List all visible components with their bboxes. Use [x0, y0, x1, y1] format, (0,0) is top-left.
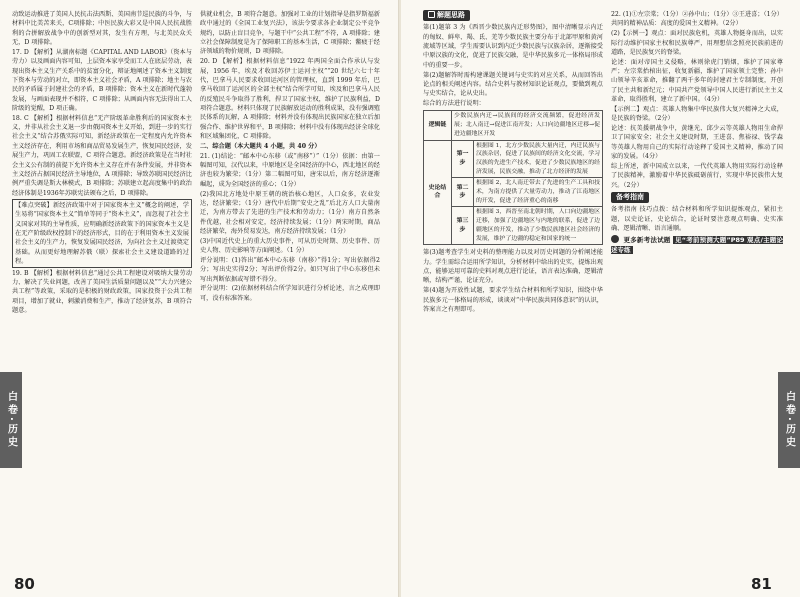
solution-badge-label: 解题思路 — [437, 11, 465, 19]
answer-17: 17. D 【解析】从湖南标题《CAPITAL AND LABOR》（资本与劳力）以及画面内容可知，上层资本家享受而工人在底层劳动，表现出资本主义生产关系中的贫富分化，辩证地阐述了资本主义制度下资本与劳动的对立，即资本主义社会矛盾，A 项排除；地主与农民的矛盾属于封建社会的矛盾，B 项排除；资本主义在新时代蓬勃发展，与画面表现并不相符，C 项排除；从画面内容无法得出工人阶级的觉醒，D 项正确。 — [12, 48, 192, 112]
step-label: 第三步 — [452, 207, 474, 245]
step-label: 第二步 — [452, 178, 474, 207]
more-questions-link[interactable] — [611, 235, 783, 255]
reasoning-table — [423, 110, 603, 245]
solution-outro-1: 第(3)题考查学生对史料的整理能力以及对历史问题的分析阐述能力。学生需综合运用所学知识，分析材料中给出的史实，提炼出观点，能够运用可靠的史料对观点进行论证，语言表达准确，逻辑清晰，结构严谨，论证充分。 — [423, 249, 603, 285]
logic-chain-header: 逻辑链 — [424, 111, 452, 140]
history-argument-label: 史论结合 — [424, 140, 452, 245]
more-questions-label: 更多新考法试题 — [623, 236, 671, 245]
answer-22-part1: 22. (1)①左宗棠；（1分）②孙中山；（1分）③王进喜；（1分）共同的精神品质：高度的爱国主义精神。（2分） — [611, 11, 783, 28]
section-heading-comprehensive: 二、综合题（本大题共 4 小题，共 40 分） — [200, 142, 321, 150]
right-page — [401, 0, 800, 597]
left-page-number: 80 — [14, 575, 35, 593]
solution-intro-1: 第(1)题第 3 为《西晋少数民族内迁形势图》，图中清晰显示内迁的匈奴、鲜卑、羯、氐、羌等少数民族主要分布于北部甲原和黄河流域等区域，学生需要认识到内迁少数民族与汉族杂居，逐渐接受中原汉族的文化，促进了民族交融，是中华民族多元一体格局形成中的重要一步。 — [423, 24, 603, 69]
exam-guide-text: 备考指南 技巧点拨：结合材料和所学知识提炼观点，紧扣主题，以史论证，史论结合，论证时要注意观点明确、史实准确、逻辑清晰、语言通顺。 — [611, 206, 783, 233]
solution-badge — [423, 10, 470, 21]
scoring-note-1: 评分说明：(1)答出“邮本中心东移（南移）”得1分；写出依据得2分；写出史实得2分；写出评价得2分。如只写出了中心东移但未写出判断依据或写错不得分。 — [200, 256, 380, 283]
step-text: 根据图 1，北方少数民族大量内迁，内迁民族与汉族杂居，促进了民族间的经济文化交流，学习汉族的先进生产技术，促进了少数民族地区的经济发展，民族交融，推动了北方经济的发展 — [474, 140, 603, 178]
answer-21-part2: (2)我国北方地处中原王朝的统治核心地区，人口众多，农业发达，经济繁荣；（1分）唐代中后期“安史之乱”后北方人口大量南迁，为南方带去了先进的生产技术和劳动力；（1分）南方自然条件优越，社会相对安定，经济持续发展；（1分）两宋时期，商品经济繁荣，海外贸易发达，南方经济持续发展；（1分） — [200, 190, 380, 235]
exam-guide-badge-wrap — [611, 192, 783, 203]
answer-22-example2-view: 【示例二】观点：英雄人物集中华民族伟大复兴精神之大成，是民族的脊梁。（2分） — [611, 105, 783, 123]
right-side-tab: 白卷·历史 — [778, 372, 800, 468]
answer-21-part3: (3)中国近代史上的重大历史事件，可从历史时期、历史事件、历史人物、历史影响等方面阐述。（1 分） — [200, 237, 380, 255]
difficulty-note: 【难点突破】新经济政策中对于国家资本主义”概念的阐述，学生易将“国家资本主义”简单等同于“资本主义”，而忽视了社会主义国家对其的主导性质，应明确新经济政策下的国家资本主义是在无产阶级政权控制下的经济形式，目的在于利用资本主义发展社会主义的生产力，恢复发展国民经济，为向社会主义过渡奠定基础。从而更好地理解苏俄（联）探索社会主义建设道路的过程。 — [12, 199, 192, 268]
answer-22-conclusion: 综上所述，新中国成立以来，一代代英雄人物用实际行动诠释了民族精神，激励着中华民族砥砺前行，实现中华民族伟大复兴。（2分） — [611, 163, 783, 189]
solution-intro-2: 第(2)题解答时需构建课题关键词与史实的对应关系，从而回答出论点的相关阐述内容。结合史料与教材知识论证观点，要做到观点与史实结合，论从史出。 — [423, 71, 603, 98]
left-side-tab: 白卷·历史 — [0, 372, 22, 468]
solution-outro-2: 第(4)题为开放性试题，要求学生结合材料和所学知识，围绕中华民族多元一体格局的形成，谈谈对“中华民族共同体意识”的认识，答案言之有理即可。 — [423, 287, 603, 313]
table-row — [424, 111, 603, 140]
lightbulb-icon — [428, 11, 435, 18]
answer-19: 19. B 【解析】根据材料信息“通过公共工程建设对吸纳大量劳动力、解决了失业问题，改善了美国生活质量问题以及”“大力兴建公共工程”等政策，采取的是积极的财政政策，国家投资于公共工程项目，增加了就业，刺激消费和生产，推动了经济复苏，B 项符合题意。 — [12, 269, 192, 315]
answer-19-tail: 供就业机会，B 项符合题意。加强对工业的计划指导是指罗斯福新政中通过的《全国工业复兴法》，该法令要求各企业制定公平竞争规约，以防止盲目竞争，与题干中“公共工程”不符，A 项排除；建立社会保障制度是为了保障职工的基本生活，C 项排除；鳖疲于经济领域的物价规则，D 项排除。 — [200, 11, 380, 56]
answer-21-part1: 21. (1)结论：“邮本中心东移（或“南移”）”（1分）依据：由第一幅图可知，汉代以来，中原地区是全国经济的中心，西北地区的经济也较为繁荣；（1分）第二幅图可知，唐宋以后，南方经济逐渐崛起，成为全国经济的重心；（1分） — [200, 152, 380, 188]
table-row — [424, 140, 603, 178]
answer-22-example1-view: (2)【示例一】观点：面对民族危机，英雄人物挺身而出，以实际行动维护国家主权和民族尊严，用理想信念照亮民族前进的道路，是民族复兴的脊梁。 — [611, 30, 783, 56]
more-questions-reference: 见“考前预测大题”P89 观点/主题论述专练 — [611, 236, 783, 254]
solution-badge-wrap — [423, 10, 603, 21]
scoring-note-2: 评分说明：(2)依据材料结合所学知识进行分析论述，言之成理即可，没有标准答案。 — [200, 285, 380, 302]
logic-chain-text: 少数民族内迁→民族间的经济交流频繁，促进经济发展；北人南迁→促进江南开发；人口向边疆地区迁移→促进边疆地区开发 — [452, 111, 603, 140]
step-text: 根据图 2，北人南迁带去了先进的生产工具和技术，为南方提供了大量劳动力，推动了江南地区的开发，促进了经济重心的南移 — [474, 178, 603, 207]
answer-18: 18. C 【解析】根据材料信息“无产阶级革命胜利后的国家资本主义，并非从社会主义退一步由俄国资本主义开始，到进一步的实行社会主义“结合苏俄实际可知，新经济政策在一定程度内允许资本主义经济存在，利用市场和商品贸易发展生产，恢复国民经济，发展生产力，巩固工农联盟，C 项符合题意。新经济政策是在当时社会主义公有制的前提下允许资本主义存在并有条件发展，并非资本主义经济占据国民经济主导地位，A 项排除；导致苏联国民经济比例严重失调是斯大林模式，B 项排除；苏联建立起高度集中的政治经济体制是1936年苏联宪法颁布之后，D 项排除。 — [12, 114, 192, 197]
right-column-1 — [423, 10, 603, 575]
answer-22-example1-argument: 论述：面对帝国主义侵略，林则徐虎门销烟，维护了国家尊严；左宗棠抬棺出征，收复新疆，维护了国家领土完整；孙中山领导辛亥革命，推翻了两千多年的封建君主专制制度，开创了民主共和新纪元；中国共产党领导中国人民进行新民主主义革命，取得胜利，建立了新中国。（4分） — [611, 58, 783, 104]
left-column-2 — [200, 10, 380, 570]
step-label: 第一步 — [452, 140, 474, 178]
answer-16-tail: 动致运动推进了美国人民抗击法西斯、美国南节巡民族的斗争，与材料中比美苦来关，C项排除；中医民族大彩又是中国人民抗战胜利的合拼解放战争中的创新型对其，发生有方理，与北美民众关无，D 项排除。 — [12, 11, 192, 47]
exam-guide-badge: 备考指南 — [611, 192, 649, 203]
left-column-1 — [12, 10, 192, 570]
book-icon — [611, 235, 619, 243]
right-column-2 — [611, 10, 783, 575]
answer-20: 20. D 【解析】根据材料信息“1922 年两国全面合作承认与发展，1956 年，埃及才收回苏伊士运河主权”“20 世纪六七十年代，巴拿马人民要求收回运河区的管理权，直到 1999 年后，巴拿马收回了运河区的全部主权”结合所学可知，埃及和巴拿马人民的反殖民斗争取得了胜利，捍卫了国家主权，维护了民族利益，D 项符合题意。材料只体现了民族解放运动的胜利成果，没有强调殖民体系的瓦解，A 项排除；材料并没有体现出民族国家在独立后加强合作、维护世界和平，B 项排除；材料中没有体现出经济全球化和区域集团化，C 项排除。 — [200, 58, 380, 140]
solution-intro-3: 综合的方法进行说明： — [423, 100, 485, 108]
right-page-number: 81 — [751, 575, 772, 593]
answer-22-example2-argument: 论述：抗美援朝战争中，黄继光、邱少云等英雄人物用生命捍卫了国家安全；社会主义建设时期，王进喜、焦裕禄、钱学森等英雄人物用自己的实际行动诠释了爱国主义精神，推动了国家的发展。（4分） — [611, 125, 783, 161]
step-text: 根据图 3，西晋至南北朝时期，人口向边疆地区迁移，加强了边疆地区与内地的联系，促进了边疆地区的开发，推动了少数民族地区社会经济的发展，维护了边疆的稳定和国家的统一 — [474, 207, 603, 245]
